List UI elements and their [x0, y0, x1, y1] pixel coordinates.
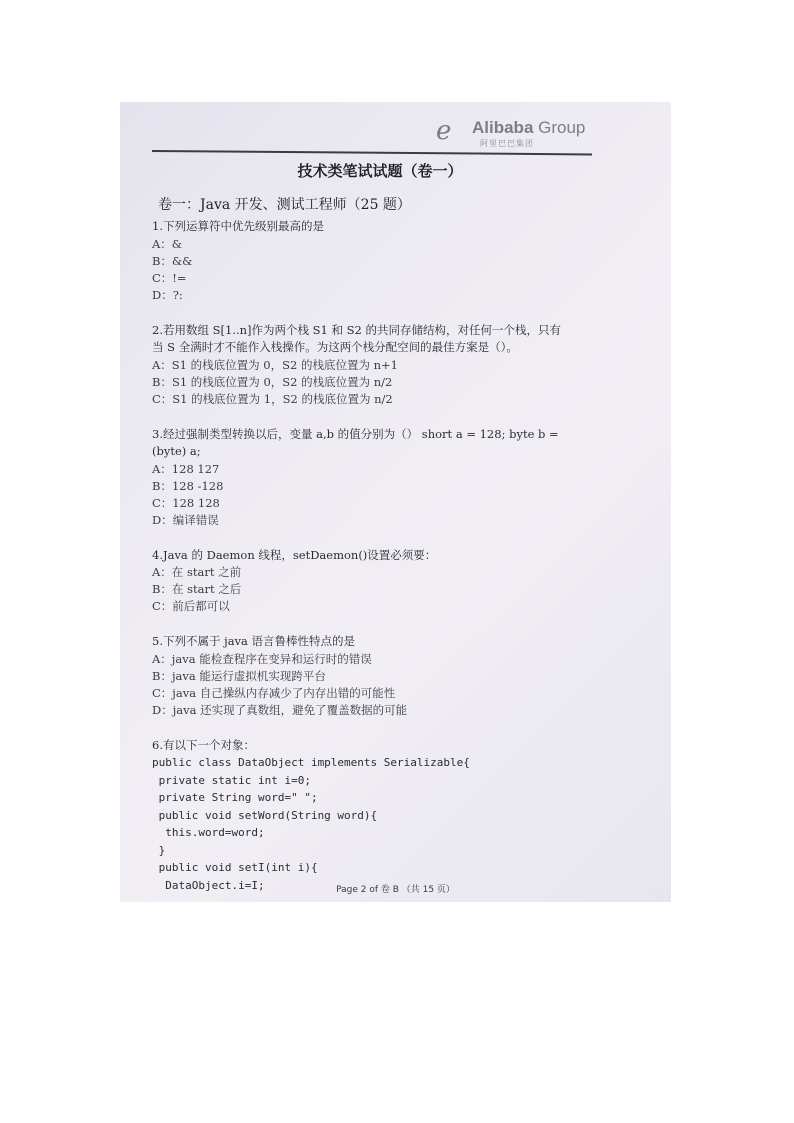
- page-title: 技术类笔试试题（卷一）: [297, 162, 463, 180]
- code-line: private String word=" ";: [152, 791, 318, 804]
- question-stem: 1.下列运算符中优先级别最高的是: [152, 219, 324, 233]
- option: D：java 还实现了真数组，避免了覆盖数据的可能: [152, 702, 408, 717]
- question-stem: 2.若用数组 S[1..n]作为两个栈 S1 和 S2 的共同存储结构，对任何一个栈，只有 当 S 全满时才不能作入栈操作。为这两个栈分配空间的最佳方案是（）。: [152, 322, 562, 354]
- code-line: public void setWord(String word){: [152, 808, 378, 822]
- question-stem: 6.有以下一个对象：: [152, 737, 255, 752]
- section-heading: 卷一：Java 开发、测试工程师（25 题）: [158, 197, 411, 213]
- code-line: private static int i=0;: [152, 773, 311, 787]
- option: D：编译错误: [152, 512, 219, 527]
- code-line: DataObject.i=I;: [152, 878, 265, 892]
- logo-subtitle: 阿里巴巴集团: [480, 139, 534, 148]
- option: B：java 能运行虚拟机实现跨平台: [152, 668, 326, 683]
- option: C：!=: [152, 270, 187, 285]
- option: B：&&: [152, 253, 193, 268]
- option: B：在 start 之后: [152, 582, 242, 596]
- option: C：java 自己操纵内存减少了内存出错的可能性: [152, 685, 396, 700]
- question-2: [152, 322, 642, 408]
- alibaba-logo-icon: e: [436, 116, 452, 146]
- option: A：在 start 之前: [152, 565, 242, 579]
- code-line: }: [152, 843, 166, 857]
- option: C：前后都可以: [152, 599, 230, 613]
- question-stem: 3.经过强制类型转换以后，变量 a,b 的值分别为（） short a = 128; byte b = (byte) a;: [152, 426, 559, 458]
- option: D：?:: [152, 287, 183, 302]
- option: A：S1 的栈底位置为 0，S2 的栈底位置为 n+1: [152, 357, 398, 372]
- option: B：128 -128: [152, 478, 224, 493]
- option: C：S1 的栈底位置为 1，S2 的栈底位置为 n/2: [152, 391, 393, 406]
- alibaba-logo: [436, 116, 636, 146]
- code-line: public void setI(int i){: [152, 861, 318, 874]
- logo-wordmark: Alibaba Group: [472, 118, 586, 137]
- option: C：128 128: [152, 495, 220, 510]
- option: B：S1 的栈底位置为 0，S2 的栈底位置为 n/2: [152, 374, 393, 389]
- question-stem: 4.Java 的 Daemon 线程，setDaemon()设置必须要：: [152, 547, 437, 562]
- option: A：128 127: [152, 461, 220, 476]
- header-rule: [152, 150, 592, 155]
- question-stem: 5.下列不属于 java 语言鲁棒性特点的是: [152, 634, 356, 648]
- question-5: [152, 633, 642, 719]
- question-1: [152, 218, 642, 304]
- question-3: [152, 426, 642, 529]
- question-list: [152, 218, 642, 894]
- code-line: public class DataObject implements Serializable{: [152, 756, 470, 769]
- option: A：&: [152, 236, 183, 251]
- exam-page: [120, 102, 671, 902]
- code-line: this.word=word;: [152, 826, 265, 839]
- question-4: [152, 547, 642, 616]
- question-6: [152, 737, 642, 895]
- page-footer: Page 2 of 卷 B （共 15 页）: [336, 885, 455, 895]
- option: A：java 能检查程序在变异和运行时的错误: [152, 651, 372, 666]
